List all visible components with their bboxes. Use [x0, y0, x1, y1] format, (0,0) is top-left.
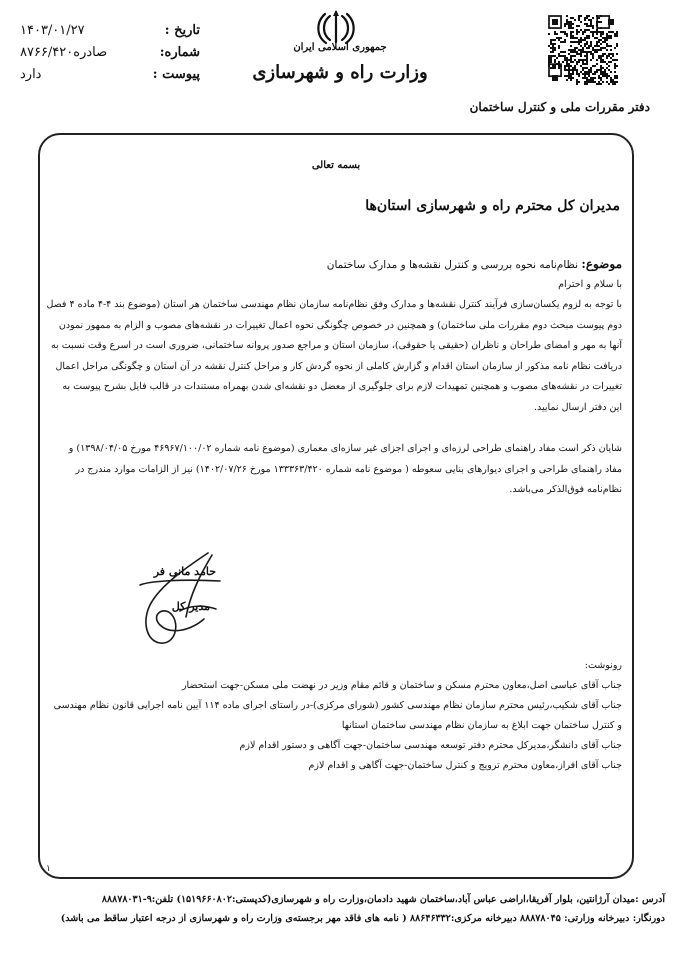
cc-item: جناب آقای شکیب،رئیس محترم سازمان نظام مهندسی کشور (شورای مرکزی)-در راستای اجرای ماده ۱۱۴ آیین نامه اجرایی قانون نظام مهندسی [53, 700, 622, 711]
paragraph-line: مفاد راهنمای طراحی و اجرای دیوارهای بنایی سعوطه ( موضوع نامه شماره ۱۳۳۳۶۳/۴۲۰ مورخ ۱۴۰۲/۰۷/۲۶) نیز از الزامات موارد مندرج در [75, 463, 622, 475]
meta-date [20, 20, 200, 42]
paragraph-line: دریافت نظام نامه مذکور از سازمان استان اقدام و گزارش کاملی از نحوه گردش کار و مراحل کنترل نقشه در آن استان و چگونگی مراحل اعمال [55, 360, 622, 372]
ministry-name: وزارت راه و شهرسازی [252, 62, 428, 83]
paragraph-line: با توجه به لزوم یکسان‌سازی فرآیند کنترل نقشه‌ها و مدارک وفق نظام‌نامه سازمان نظام مهندسی ساختمان هر استان (موضوع بند ۴-۴ ماده ۴ فصل [46, 299, 622, 310]
paragraph-line: دوم پیوست مبحث دوم مقررات ملی ساختمان) و همچنین در خصوص چگونگی نحوه اعمال تغییرات در نقشه‌های مصوب و الزام به ممهور نمودن [58, 319, 622, 331]
paragraph-line: نظام‌نامه فوق‌الذکر می‌باشد. [509, 484, 622, 495]
paragraph-1 [46, 295, 622, 418]
signer-name: حامد مانی فر [153, 565, 216, 578]
bismillah: بسمه تعالی [311, 160, 361, 171]
paragraph-2 [52, 439, 622, 501]
subject-line [60, 257, 622, 271]
paragraph-line: شایان ذکر است مفاد راهنمای طراحی لرزه‌ای و اجرای اجزای غیر سازه‌ای معماری (موضوع نامه شماره ۴۶۹۶۷/۱۰۰/۰۲ مورخ ۱۳۹۸/۰۴/۰۵) و [68, 443, 622, 454]
paragraph-line: این دفتر ارسال نمایید. [534, 401, 622, 413]
paragraph-line: تغییرات در نقشه‌های مصوب و همچنین تمهیدات لازم برای جلوگیری از معضل دو نقشه‌ای شدن بهمراه مستندات در قالب فایل بشرح پیوست به [62, 381, 622, 392]
subject-text: نظام‌نامه نحوه بررسی و کنترل نقشه‌ها و مدارک ساختمان [326, 259, 582, 271]
meta-number-label: شماره: [159, 45, 200, 60]
cc-item: و کنترل ساختمان جهت ابلاغ به سازمان نظام مهندسی ساختمان استانها [341, 720, 622, 731]
iran-emblem-icon [316, 8, 356, 46]
page-number: ۱ [46, 864, 51, 874]
office-name: دفتر مقررات ملی و کنترل ساختمان [469, 100, 650, 114]
cc-label: رونوشت: [584, 660, 622, 671]
qr-code-icon [548, 15, 618, 85]
meta-attachment-label: پیوست : [152, 67, 200, 82]
meta-number [20, 42, 200, 64]
subject-label: موضوع: [581, 257, 622, 271]
footer-note: دورنگار: دبیرخانه وزارتی: ۸۸۸۷۸۰۴۵ دبیرخانه مرکزی:۸۸۶۴۶۳۳۲ ( نامه های فاقد مهر برجسته‌ی وزارت راه و شهرسازی از درجه اعتبار ساقط می باشد) [60, 913, 665, 924]
meta-attachment-value: دارد [20, 67, 42, 82]
letter-meta [20, 20, 200, 86]
republic-name: جمهوری اسلامی ایران [293, 42, 387, 53]
signer-title: مدیر کل [171, 600, 210, 613]
meta-date-label: تاریخ : [164, 23, 200, 38]
paragraph-line: آنها به مهر و امضای طراحان و ناظران (حقیقی یا حقوقی)، سازمان استان و مراجع صدور پروانه ساختمانی، ضروری است در اسرع وقت نسبت به [50, 340, 622, 351]
meta-date-value: ۱۴۰۳/۰۱/۲۷ [20, 23, 85, 38]
cc-item: جناب آقای دانشگر،مدیرکل محترم دفتر توسعه مهندسی ساختمان-جهت آگاهی و دستور اقدام لازم [239, 740, 622, 751]
meta-number-value: ۸۷۶۶/۴۲۰صادره [20, 45, 108, 60]
addressee: مدیران کل محترم راه و شهرسازی استان‌ها [365, 198, 620, 214]
footer-address: آدرس :میدان آرژانتین، بلوار آفریقا،اراضی عباس آباد،ساختمان شهید دادمان،وزارت راه و شهرسازی(کدپستی:۱۵۱۹۶۶۰۸۰۲) تلفن:۹-۸۸۸۷۸۰۳۱ [101, 894, 665, 905]
greeting: با سلام و احترام [558, 279, 622, 290]
cc-list [52, 656, 622, 776]
cc-item: جناب آقای افراز،معاون محترم ترویج و کنترل ساختمان-جهت آگاهی و اقدام لازم [308, 760, 622, 771]
meta-attachment [20, 64, 200, 86]
cc-item: جناب آقای عباسی اصل،معاون محترم مسکن و ساختمان و قائم مقام وزیر در نهضت ملی مسکن-جهت استحضار [181, 680, 622, 691]
